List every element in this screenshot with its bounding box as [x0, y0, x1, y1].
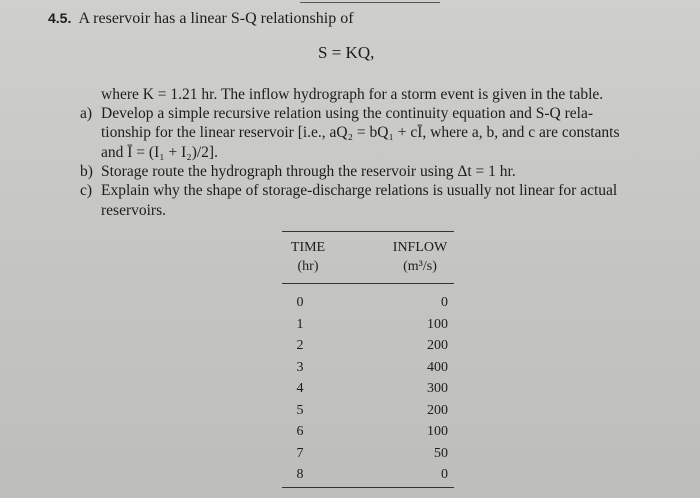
table-cell-inflow: 100 [427, 316, 448, 332]
part-c-line-2: reservoirs. [101, 202, 166, 219]
table-cell-time: 6 [296, 424, 304, 439]
table-cell-inflow: 0 [441, 295, 448, 310]
time-header: TIME [290, 240, 326, 255]
inflow-unit: (m³/s) [403, 259, 437, 274]
part-a-line-3: and Ī = (I₁ + I₂)/2]. [101, 144, 218, 161]
table-cell-inflow: 0 [441, 467, 448, 482]
problem-heading [48, 10, 354, 28]
part-c-label: c) [80, 182, 93, 199]
table-cell-time: 5 [296, 402, 304, 418]
table-cell-inflow: 200 [427, 402, 448, 418]
table-cell-time: 1 [296, 316, 304, 332]
equation: S = KQ, [318, 43, 375, 62]
table-cell-time: 7 [296, 445, 304, 461]
part-b-label: b) [80, 163, 93, 180]
inflow-header: INFLOW [392, 240, 448, 255]
table-cell-time: 2 [296, 338, 304, 353]
table-top-rule [282, 231, 454, 232]
problem-intro: A reservoir has a linear S-Q relationship of [78, 10, 354, 27]
part-a-line-2: tionship for the linear reservoir [i.e., aQ₂ = bQ₁ + cĪ, where a, b, and c are constants [101, 124, 620, 141]
time-unit: (hr) [297, 259, 319, 274]
table-cell-time: 3 [296, 359, 304, 375]
top-rule [300, 2, 440, 3]
problem-number: 4.5. [48, 10, 72, 26]
table-cell-inflow: 100 [427, 424, 448, 439]
given-statement: where K = 1.21 hr. The inflow hydrograph for a storm event is given in the table. [101, 86, 604, 103]
table-cell-time: 8 [296, 467, 304, 482]
part-a-label: a) [80, 105, 93, 122]
part-c-line-1: Explain why the shape of storage-discharge relations is usually not linear for actual [101, 182, 618, 199]
table-cell-time: 0 [296, 295, 304, 310]
table-cell-inflow: 50 [434, 445, 448, 461]
table-bottom-rule [282, 487, 454, 488]
part-a-line-1: Develop a simple recursive relation using the continuity equation and S-Q rela- [101, 105, 593, 122]
table-cell-inflow: 200 [427, 338, 448, 353]
table-header-rule [282, 283, 454, 284]
table-cell-inflow: 300 [427, 381, 448, 396]
table-cell-inflow: 400 [427, 359, 448, 375]
part-b-line-1: Storage route the hydrograph through the reservoir using Δt = 1 hr. [101, 163, 516, 180]
table-cell-time: 4 [296, 381, 304, 396]
